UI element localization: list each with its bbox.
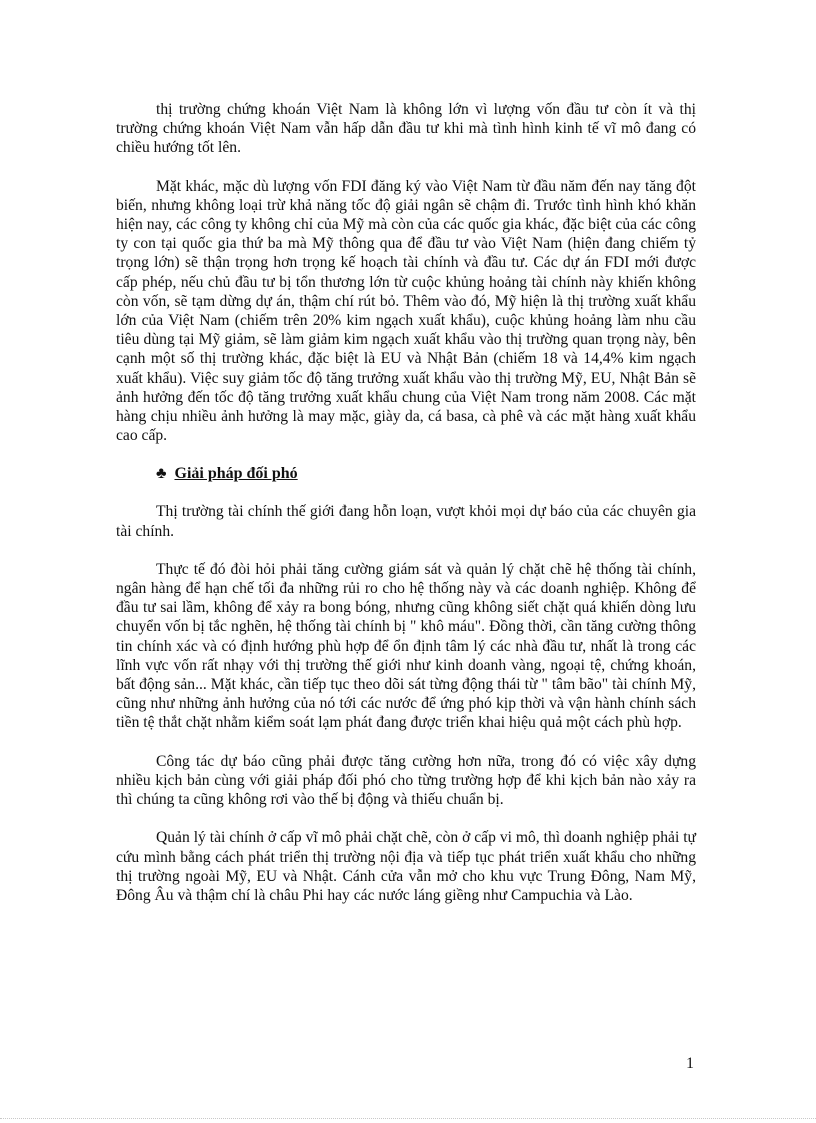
paragraph-market-chaos: Thị trường tài chính thế giới đang hỗn loạn, vượt khỏi mọi dự báo của các chuyên gia tài chính. <box>116 503 696 540</box>
section-heading-title: Giải pháp đối phó <box>174 465 298 483</box>
club-bullet-icon: ♣ <box>156 465 167 483</box>
paragraph-macro-management: Quản lý tài chính ở cấp vĩ mô phải chặt chẽ, còn ở cấp vi mô, thì doanh nghiệp phải tự cứu mình bằng cách phát triển thị trường nội địa và tiếp tục phát triển xuất khẩu cho những thị trường ngoài Mỹ, EU và Nhật. Cánh cửa vẫn mở cho khu vực Trung Đông, Nam Mỹ, Đông Âu và thậm chí là châu Phi hay các nước láng giềng như Campuchia và Lào. <box>116 829 696 904</box>
page-bottom-divider <box>0 1118 816 1119</box>
paragraph-continuation: thị trường chứng khoán Việt Nam là không lớn vì lượng vốn đầu tư còn ít và thị trường chứng khoán Việt Nam vẫn hấp dẫn đầu tư khi mà tình hình kinh tế vĩ mô đang có chiều hướng tốt lên. <box>116 101 696 157</box>
page-number: 1 <box>686 1055 694 1072</box>
paragraph-fdi-impact: Mặt khác, mặc dù lượng vốn FDI đăng ký vào Việt Nam từ đầu năm đến nay tăng đột biến, nhưng không loại trừ khả năng tốc độ giải ngân sẽ chậm đi. Trước tình hình khó khăn hiện nay, các công ty không chỉ của Mỹ mà còn của các quốc gia khác, đặc biệt của các công ty con tại quốc gia thứ ba mà Mỹ thông qua để đầu tư vào Việt Nam (hiện đang chiếm tỷ trọng lớn) sẽ thận trọng hơn trọng kế hoạch tài chính và đầu tư. Các dự án FDI mới được cấp phép, nếu chủ đầu tư bị tổn thương lớn từ cuộc khủng hoảng tài chính này khiến không còn vốn, sẽ tạm dừng dự án, thậm chí rút bỏ. Thêm vào đó, Mỹ hiện là thị trường xuất khẩu lớn của Việt Nam (chiếm trên 20% kim ngạch xuất khẩu), cuộc khủng hoảng làm nhu cầu tiêu dùng tại Mỹ giảm, sẽ làm giảm kim ngạch xuất khẩu vào thị trường quan trọng này, bên cạnh một số thị trường khác, đặc biệt là EU và Nhật Bản (chiếm 18 và 14,4% kim ngạch xuất khẩu). Việc suy giảm tốc độ tăng trưởng xuất khẩu vào thị trường Mỹ, EU, Nhật Bản sẽ ảnh hưởng đến tốc độ tăng trưởng xuất khẩu chung của Việt Nam trong năm 2008. Các mặt hàng chịu nhiều ảnh hưởng là may mặc, giày da, cá basa, cà phê và các mặt hàng xuất khẩu cao cấp. <box>116 177 696 445</box>
section-heading <box>116 464 696 484</box>
paragraph-forecasting: Công tác dự báo cũng phải được tăng cường hơn nữa, trong đó có việc xây dựng nhiều kịch bản cùng với giải pháp đối phó cho từng trường hợp để khi kịch bản nào xảy ra thì chúng ta cũng không rơi vào thế bị động và thiếu chuẩn bị. <box>116 752 696 809</box>
page-body <box>116 100 696 924</box>
paragraph-supervision: Thực tế đó đòi hỏi phải tăng cường giám sát và quản lý chặt chẽ hệ thống tài chính, ngân hàng để hạn chế tối đa những rủi ro cho hệ thống này và các doanh nghiệp. Không để đầu tư sai lầm, không để xảy ra bong bóng, nhưng cũng không siết chặt quá khiến dòng lưu chuyển vốn bị tắc nghẽn, hệ thống tài chính bị " khô máu". Đồng thời, cần tăng cường thông tin chính xác và có định hướng phù hợp để ổn định tâm lý các nhà đầu tư, nhất là trong các lĩnh vực vốn rất nhạy với thị trường thế giới như kinh doanh vàng, ngoại tệ, chứng khoán, bất động sản... Mặt khác, cần tiếp tục theo dõi sát từng động thái từ " tâm bão" tài chính Mỹ, cũng như những ảnh hưởng của nó tới các nước để ứng phó kịp thời và vận hành chính sách tiền tệ thắt chặt nhằm kiểm soát lạm phát đang được triển khai hiệu quả một cách phù hợp. <box>116 560 696 732</box>
